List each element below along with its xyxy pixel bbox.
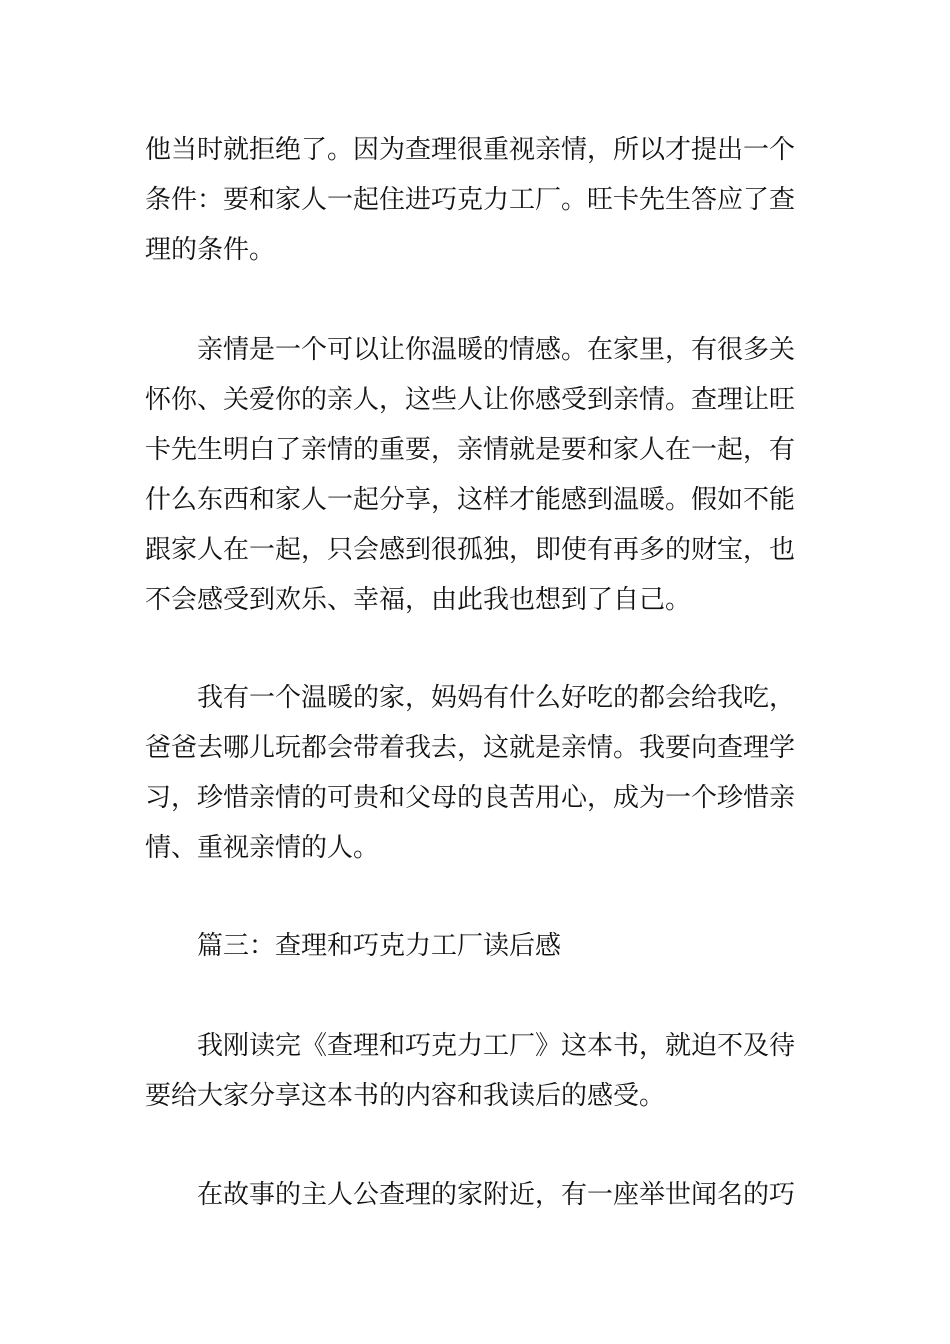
paragraph-2-line-2: 怀你、关爱你的亲人，这些人让你感受到亲情。查理让旺 [145,385,796,415]
paragraph-3-line-3: 习，珍惜亲情的可贵和父母的良苦用心，成为一个珍惜亲 [145,783,796,813]
section-heading: 篇三：查理和巧克力工厂读后感 [197,931,562,961]
paragraph-1-line-3: 理的条件。 [145,235,276,265]
paragraph-2-line-6: 不会感受到欢乐、幸福，由此我也想到了自己。 [145,585,692,615]
paragraph-2-line-1: 亲情是一个可以让你温暖的情感。在家里，有很多关 [197,335,796,365]
paragraph-5-line-1: 在故事的主人公查理的家附近，有一座举世闻名的巧 [197,1180,796,1210]
paragraph-1-line-1: 他当时就拒绝了。因为查理很重视亲情，所以才提出一个 [145,135,796,165]
paragraph-3-line-2: 爸爸去哪儿玩都会带着我去，这就是亲情。我要向查理学 [145,733,796,763]
paragraph-2-line-5: 跟家人在一起，只会感到很孤独，即使有再多的财宝，也 [145,535,796,565]
paragraph-4-line-1: 我刚读完《查理和巧克力工厂》这本书，就迫不及待 [197,1031,796,1061]
paragraph-3-line-4: 情、重视亲情的人。 [145,833,380,863]
paragraph-3-line-1: 我有一个温暖的家，妈妈有什么好吃的都会给我吃， [197,683,796,713]
paragraph-2-line-4: 什么东西和家人一起分享，这样才能感到温暖。假如不能 [145,485,796,515]
paragraph-1-line-2: 条件：要和家人一起住进巧克力工厂。旺卡先生答应了查 [145,185,796,215]
paragraph-4-line-2: 要给大家分享这本书的内容和我读后的感受。 [145,1081,666,1111]
paragraph-2-line-3: 卡先生明白了亲情的重要，亲情就是要和家人在一起，有 [145,435,796,465]
